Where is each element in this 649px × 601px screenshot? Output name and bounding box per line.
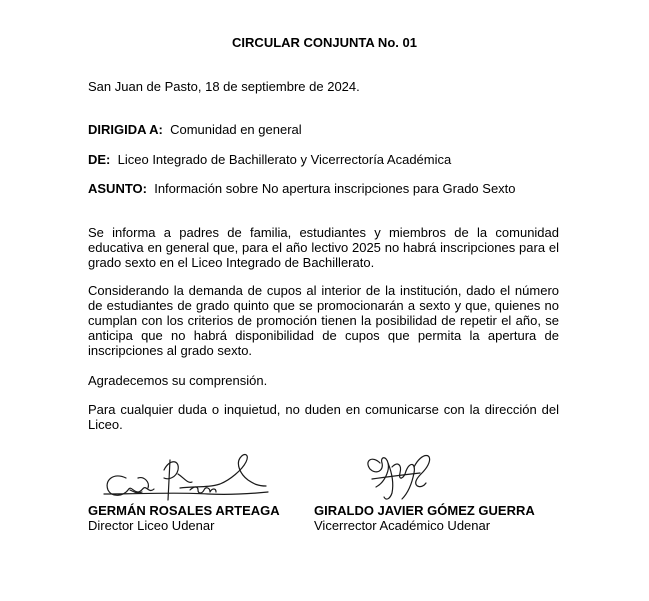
from-label: DE: bbox=[88, 152, 111, 167]
signatory-role-2: Vicerrector Académico Udenar bbox=[314, 518, 491, 533]
addressed-line bbox=[88, 122, 559, 137]
subject-line bbox=[88, 181, 559, 196]
signatory-block-2 bbox=[314, 503, 535, 533]
paragraph-contact: Para cualquier duda o inquietud, no duden en comunicarse con la dirección del Liceo. bbox=[88, 402, 559, 432]
paragraph-thanks: Agradecemos su comprensión. bbox=[88, 373, 268, 388]
paragraph-reason: Considerando la demanda de cupos al interior de la institución, dado el número de estudiantes de grado quinto que se promocionarán a sexto y que, quienes no cumplan con los criterios de promoción tienen la posibilidad de repetir el año, se anticipa que no habrá disponibilidad de cupos que permita la apertura de inscripciones al grado sexto. bbox=[88, 283, 559, 358]
paragraph-announcement: Se informa a padres de familia, estudiantes y miembros de la comunidad educativa en general que, para el año lectivo 2025 no habrá inscripciones para el grado sexto en el Liceo Integrado de Bachillerato. bbox=[88, 225, 559, 270]
addressed-value: Comunidad en general bbox=[170, 122, 302, 137]
addressed-label: DIRIGIDA A: bbox=[88, 122, 163, 137]
subject-value: Información sobre No apertura inscripciones para Grado Sexto bbox=[154, 181, 516, 196]
signatory-role-1: Director Liceo Udenar bbox=[88, 518, 215, 533]
signatory-block-1 bbox=[88, 503, 280, 533]
from-line bbox=[88, 152, 559, 167]
signature-german-rosales bbox=[98, 448, 273, 508]
signatory-name-1: GERMÁN ROSALES ARTEAGA bbox=[88, 503, 280, 518]
signatory-name-2: GIRALDO JAVIER GÓMEZ GUERRA bbox=[314, 503, 535, 518]
signature-giraldo-gomez bbox=[362, 449, 442, 505]
from-value: Liceo Integrado de Bachillerato y Vicerrectoría Académica bbox=[117, 152, 452, 167]
document-title: CIRCULAR CONJUNTA No. 01 bbox=[232, 35, 417, 50]
place-date: San Juan de Pasto, 18 de septiembre de 2024. bbox=[88, 79, 360, 94]
subject-label: ASUNTO: bbox=[88, 181, 147, 196]
